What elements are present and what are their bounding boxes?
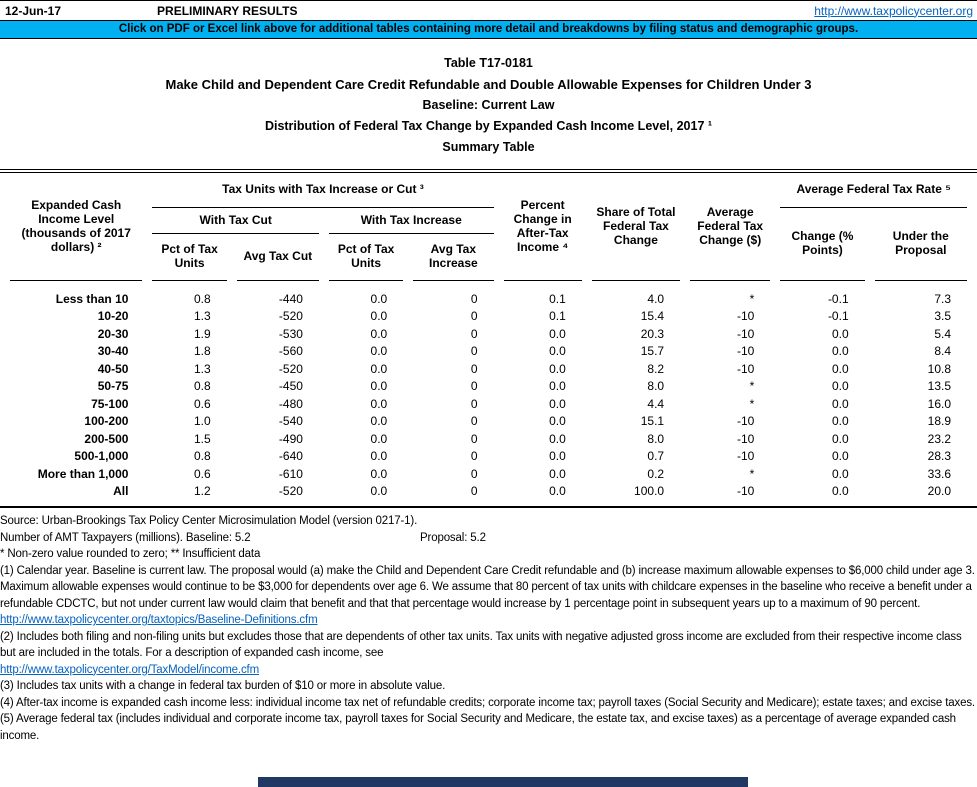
table-row bbox=[10, 483, 967, 501]
cell-value: 0.0 bbox=[370, 484, 388, 499]
cell-value: * bbox=[749, 396, 755, 411]
cell-value: -640 bbox=[278, 449, 303, 464]
income-level-label: 200-500 bbox=[84, 431, 129, 446]
cell-value: 0.0 bbox=[549, 414, 566, 429]
table-row bbox=[10, 378, 967, 396]
cell-value: 0.0 bbox=[549, 379, 566, 394]
cell-value: 1.8 bbox=[194, 344, 211, 359]
cell-value: 8.4 bbox=[934, 344, 951, 359]
cell-value: 0.0 bbox=[370, 466, 388, 481]
with-tax-cut-header: With Tax Cut bbox=[152, 208, 319, 234]
cell-value: 4.0 bbox=[647, 291, 665, 306]
table-row bbox=[10, 308, 967, 326]
table-row bbox=[10, 395, 967, 413]
cell-value: 28.3 bbox=[927, 449, 951, 464]
cell-value: * bbox=[749, 379, 755, 394]
cell-value: 1.0 bbox=[194, 414, 211, 429]
income-level-label: Less than 10 bbox=[55, 291, 129, 306]
tax-units-group-header: Tax Units with Tax Increase or Cut ³ bbox=[152, 173, 493, 208]
table-row bbox=[10, 281, 967, 308]
cell-value: 20.0 bbox=[927, 484, 951, 499]
summary-table-title: Summary Table bbox=[442, 140, 535, 154]
cell-value: 15.7 bbox=[640, 344, 665, 359]
amt-proposal: Proposal: 5.2 bbox=[420, 531, 486, 544]
distribution-title: Distribution of Federal Tax Change by Expanded Cash Income Level, 2017 ¹ bbox=[264, 119, 713, 133]
report-date: 12-Jun-17 bbox=[5, 3, 62, 18]
table-number-title: Table T17-0181 bbox=[444, 56, 533, 70]
cell-value: -10 bbox=[737, 326, 755, 341]
cell-value: 0.6 bbox=[194, 396, 211, 411]
cell-value: 0.0 bbox=[549, 361, 566, 376]
cell-value: 0 bbox=[470, 466, 478, 481]
cell-value: -540 bbox=[278, 414, 303, 429]
cell-value: 1.5 bbox=[194, 431, 211, 446]
cell-value: 0 bbox=[470, 396, 478, 411]
avg-tax-increase-header: Avg Tax Increase bbox=[413, 234, 493, 281]
cell-value: -10 bbox=[737, 414, 755, 429]
cell-value: 0.0 bbox=[549, 466, 566, 481]
cell-value: -490 bbox=[278, 431, 303, 446]
cell-value: 0.0 bbox=[831, 344, 849, 359]
table-row bbox=[10, 413, 967, 431]
cell-value: 0.0 bbox=[549, 344, 566, 359]
source-note: Source: Urban-Brookings Tax Policy Center Microsimulation Model (version 0217-1). bbox=[0, 515, 418, 527]
cell-value: -10 bbox=[737, 431, 755, 446]
cell-value: 0.1 bbox=[549, 291, 566, 306]
table-row bbox=[10, 360, 967, 378]
cell-value: * bbox=[749, 466, 755, 481]
cell-value: -10 bbox=[737, 361, 755, 376]
footnote-5: (5) Average federal tax (includes individual and corporate income tax, payroll taxes for Social Security and Medicare, the estate tax, and excise taxes) as a percentage of average expanded cash income. bbox=[0, 713, 956, 742]
cell-value: 0.0 bbox=[831, 379, 849, 394]
income-level-label: 20-30 bbox=[97, 326, 129, 341]
cell-value: 0.0 bbox=[831, 396, 849, 411]
income-level-label: 10-20 bbox=[97, 309, 129, 324]
cell-value: 18.9 bbox=[927, 414, 951, 429]
cell-value: 13.5 bbox=[927, 379, 951, 394]
cell-value: 0.7 bbox=[647, 449, 665, 464]
income-level-label: More than 1,000 bbox=[37, 466, 129, 481]
cell-value: 8.0 bbox=[647, 379, 665, 394]
with-tax-increase-header: With Tax Increase bbox=[329, 208, 494, 234]
cell-value: 0.0 bbox=[549, 326, 566, 341]
cell-value: 20.3 bbox=[640, 326, 665, 341]
cell-value: 0 bbox=[470, 344, 478, 359]
cell-value: 0.0 bbox=[370, 431, 388, 446]
cell-value: 1.3 bbox=[194, 309, 211, 324]
data-table bbox=[0, 173, 977, 500]
cell-value: 100.0 bbox=[634, 484, 665, 499]
cell-value: -440 bbox=[278, 291, 303, 306]
income-level-label: 50-75 bbox=[97, 379, 129, 394]
cell-value: 5.4 bbox=[934, 326, 951, 341]
preliminary-results-label: PRELIMINARY RESULTS bbox=[157, 3, 298, 18]
cell-value: -560 bbox=[278, 344, 303, 359]
cell-value: 0 bbox=[470, 291, 478, 306]
cell-value: 1.3 bbox=[194, 361, 211, 376]
cell-value: 4.4 bbox=[647, 396, 665, 411]
cell-value: 33.6 bbox=[927, 466, 951, 481]
baseline-definitions-link[interactable]: http://www.taxpolicycenter.org/taxtopics/Baseline-Definitions.cfm bbox=[0, 614, 318, 626]
cell-value: * bbox=[749, 291, 755, 306]
cell-value: -450 bbox=[278, 379, 303, 394]
table-row bbox=[10, 448, 967, 466]
cell-value: -610 bbox=[278, 466, 303, 481]
cell-value: 0.0 bbox=[831, 326, 849, 341]
cell-value: 23.2 bbox=[927, 431, 951, 446]
cell-value: 0 bbox=[470, 449, 478, 464]
cell-value: -530 bbox=[278, 326, 303, 341]
cell-value: 0 bbox=[470, 431, 478, 446]
cell-value: -10 bbox=[737, 309, 755, 324]
cell-value: 0 bbox=[470, 361, 478, 376]
rate-proposal-header: Under the Proposal bbox=[875, 208, 967, 281]
cell-value: 0.8 bbox=[194, 291, 211, 306]
income-level-label: 100-200 bbox=[84, 414, 129, 429]
cell-value: 0.0 bbox=[370, 449, 388, 464]
table-row bbox=[10, 430, 967, 448]
cell-value: 0.0 bbox=[370, 326, 388, 341]
cell-value: 8.0 bbox=[647, 431, 665, 446]
top-bar bbox=[0, 0, 977, 21]
cell-value: 0.0 bbox=[549, 396, 566, 411]
avg-federal-rate-group-header: Average Federal Tax Rate ⁵ bbox=[780, 173, 967, 208]
cell-value: 0.8 bbox=[194, 449, 211, 464]
cell-value: 0.6 bbox=[194, 466, 211, 481]
cell-value: 0.0 bbox=[831, 484, 849, 499]
pct-units-cut-header: Pct of Tax Units bbox=[152, 234, 226, 281]
table-row bbox=[10, 325, 967, 343]
cell-value: 0.0 bbox=[831, 449, 849, 464]
footnote-2: (2) Includes both filing and non-filing units but excludes those that are dependents of other tax units. Tax units with negative adjusted gross income are excluded from their respective income class but are included in the totals. For a description of expanded cash income, see bbox=[0, 630, 962, 659]
cell-value: 0.0 bbox=[370, 309, 388, 324]
cell-value: -0.1 bbox=[827, 309, 849, 324]
cell-value: -520 bbox=[278, 361, 303, 376]
cell-value: 0.0 bbox=[549, 449, 566, 464]
income-level-label: 500-1,000 bbox=[74, 449, 129, 464]
cell-value: -480 bbox=[278, 396, 303, 411]
footnote-1: (1) Calendar year. Baseline is current law. The proposal would (a) make the Child and Dependent Care Credit refundable and (b) increase maximum allowable expenses to $6,000 child under age 3. Maximum allowable expenses would continue to be $3,000 for dependents over age 6. We assume that 80 percent of tax units with childcare expenses in the baseline who receive a benefit under a refundable CDCTC, but not under current law would claim that benefit and that that percentage would increase by 1 percentage point in subsequent years up to a maximum of 90 percent. bbox=[0, 564, 975, 610]
proposal-title: Make Child and Dependent Care Credit Refundable and Double Allowable Expenses for Children Under 3 bbox=[165, 77, 812, 92]
cell-value: 0.0 bbox=[370, 379, 388, 394]
cell-value: 10.8 bbox=[927, 361, 951, 376]
cell-value: -10 bbox=[737, 449, 755, 464]
cell-value: 0 bbox=[470, 326, 478, 341]
cell-value: -10 bbox=[737, 344, 755, 359]
cell-value: 15.4 bbox=[640, 309, 665, 324]
rate-change-header: Change (% Points) bbox=[780, 208, 864, 281]
title-block bbox=[0, 53, 977, 158]
table-row bbox=[10, 343, 967, 361]
amt-taxpayers-line bbox=[0, 530, 977, 547]
bottom-bar bbox=[258, 777, 748, 787]
footnote-3: (3) Includes tax units with a change in federal tax burden of $10 or more in absolute value. bbox=[0, 680, 446, 692]
pct-change-after-tax-header: Percent Change in After-Tax Income ⁴ bbox=[504, 173, 582, 281]
share-total-header: Share of Total Federal Tax Change bbox=[592, 173, 680, 281]
cell-value: 16.0 bbox=[927, 396, 951, 411]
cell-value: 0.1 bbox=[549, 309, 566, 324]
income-level-label: 30-40 bbox=[97, 344, 129, 359]
table-body bbox=[10, 281, 967, 500]
cell-value: 0 bbox=[470, 484, 478, 499]
cell-value: 0.0 bbox=[549, 484, 566, 499]
baseline-title: Baseline: Current Law bbox=[422, 98, 555, 112]
cell-value: 0 bbox=[470, 414, 478, 429]
cell-value: 0.0 bbox=[549, 431, 566, 446]
taxpolicycenter-link[interactable]: http://www.taxpolicycenter.org bbox=[814, 3, 973, 18]
cell-value: 0.0 bbox=[370, 414, 388, 429]
cell-value: -0.1 bbox=[827, 291, 849, 306]
cell-value: 0.2 bbox=[647, 466, 665, 481]
income-level-label: 40-50 bbox=[97, 361, 129, 376]
cell-value: 0.0 bbox=[831, 466, 849, 481]
income-level-column-header: Expanded Cash Income Level (thousands of 2017 dollars) ² bbox=[10, 173, 142, 281]
income-level-label: 75-100 bbox=[91, 396, 129, 411]
cell-value: 0.0 bbox=[370, 291, 388, 306]
cell-value: 0.0 bbox=[831, 414, 849, 429]
cell-value: 8.2 bbox=[647, 361, 665, 376]
cell-value: 7.3 bbox=[934, 291, 951, 306]
pct-units-increase-header: Pct of Tax Units bbox=[329, 234, 403, 281]
avg-tax-cut-header: Avg Tax Cut bbox=[237, 234, 319, 281]
amt-baseline: Number of AMT Taxpayers (millions). Baseline: 5.2 bbox=[0, 531, 251, 544]
cell-value: 0 bbox=[470, 309, 478, 324]
cell-value: -10 bbox=[737, 484, 755, 499]
cell-value: 15.1 bbox=[640, 414, 665, 429]
banner-note: Click on PDF or Excel link above for additional tables containing more detail and breakdowns by filing status and demographic groups. bbox=[0, 21, 977, 39]
cell-value: 1.2 bbox=[194, 484, 211, 499]
cell-value: 0.0 bbox=[831, 361, 849, 376]
asterisk-legend: * Non-zero value rounded to zero; ** Insufficient data bbox=[0, 548, 261, 560]
footnote-4: (4) After-tax income is expanded cash income less: individual income tax net of refundable credits; corporate income tax; payroll taxes (Social Security and Medicare); estate taxes; and excise taxes. bbox=[0, 696, 975, 709]
cell-value: 0 bbox=[470, 379, 478, 394]
avg-federal-change-header: Average Federal Tax Change ($) bbox=[690, 173, 770, 281]
cell-value: 1.9 bbox=[194, 326, 211, 341]
table-row bbox=[10, 465, 967, 483]
footnotes bbox=[0, 513, 977, 744]
summary-table bbox=[0, 169, 977, 508]
cell-value: -520 bbox=[278, 309, 303, 324]
cell-value: 0.0 bbox=[370, 361, 388, 376]
cell-value: 3.5 bbox=[934, 309, 951, 324]
cell-value: 0.0 bbox=[370, 396, 388, 411]
income-level-label: All bbox=[113, 484, 129, 499]
cell-value: -520 bbox=[278, 484, 303, 499]
cell-value: 0.0 bbox=[831, 431, 849, 446]
cell-value: 0.0 bbox=[370, 344, 388, 359]
income-definition-link[interactable]: http://www.taxpolicycenter.org/TaxModel/income.cfm bbox=[0, 663, 260, 676]
cell-value: 0.8 bbox=[194, 379, 211, 394]
